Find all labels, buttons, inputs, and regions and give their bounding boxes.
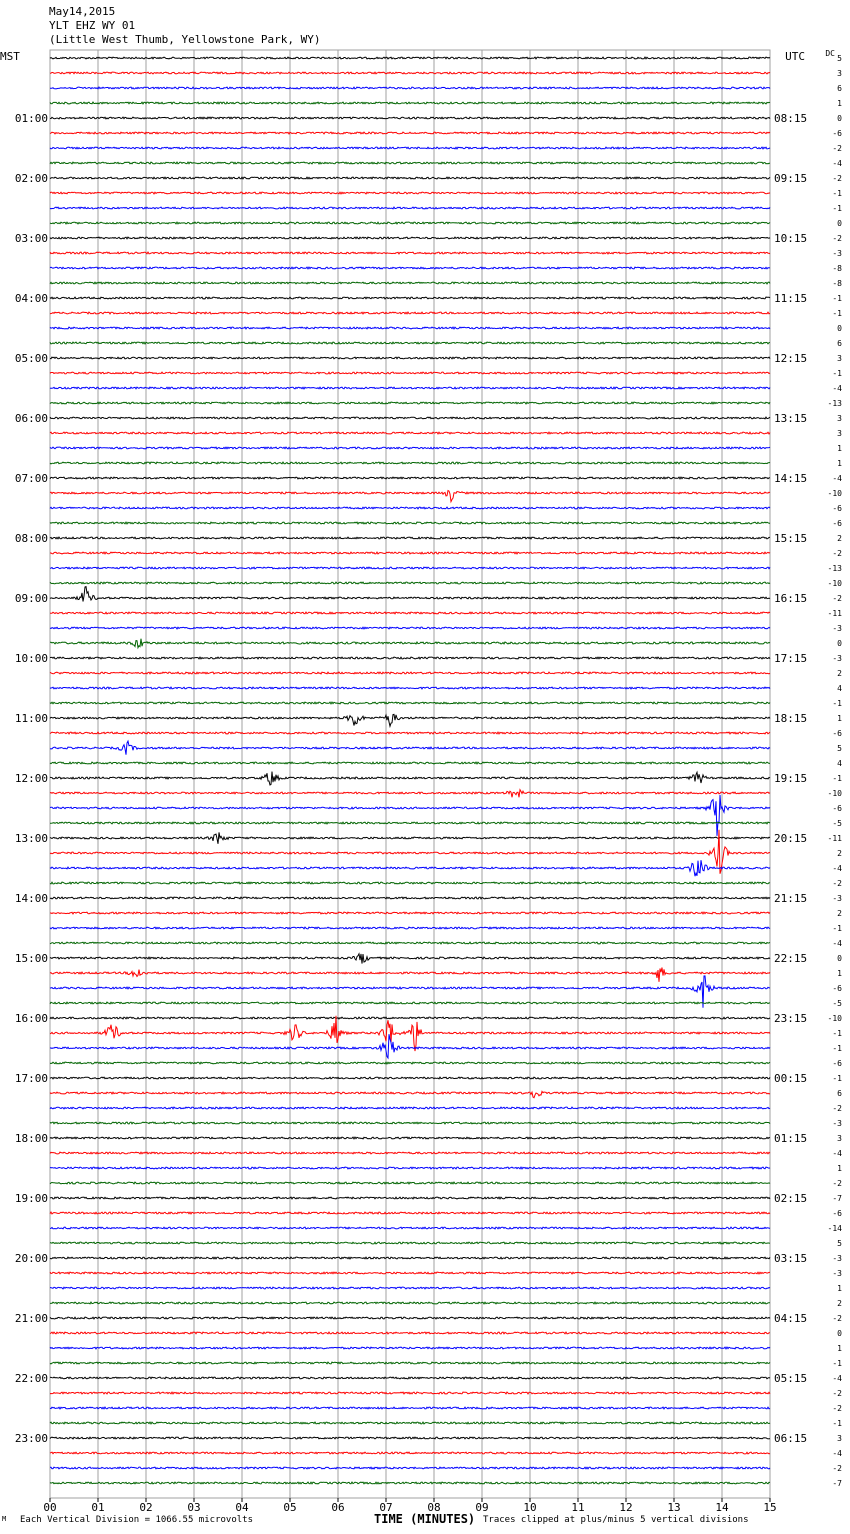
x-tick-label: 04	[235, 1501, 249, 1514]
trace-row	[50, 312, 770, 314]
dc-offset-label: -1	[832, 309, 842, 318]
trace-row	[50, 297, 770, 299]
plot-frame	[50, 50, 770, 1498]
clip-note: Traces clipped at plus/minus 5 vertical divisions	[483, 1515, 749, 1525]
dc-offset-label: -10	[827, 579, 842, 588]
x-tick-label: 03	[187, 1501, 201, 1514]
trace-row	[50, 342, 770, 344]
trace-row	[50, 832, 770, 843]
mst-hour-label: 12:00	[14, 772, 48, 785]
utc-hour-label: 11:15	[774, 292, 808, 305]
trace-row	[50, 587, 770, 602]
dc-offset-label: -4	[832, 939, 842, 948]
x-tick-label: 10	[523, 1501, 537, 1514]
trace-row	[50, 942, 770, 944]
utc-hour-label: 22:15	[774, 952, 808, 965]
x-axis-title: TIME (MINUTES)	[374, 1512, 476, 1526]
mst-hour-label: 11:00	[14, 712, 48, 725]
dc-offset-label: -5	[832, 819, 842, 828]
trace-row	[50, 968, 770, 982]
dc-offset-label: 3	[837, 1134, 842, 1143]
dc-offset-label: -2	[832, 549, 842, 558]
mst-hour-label: 02:00	[14, 172, 48, 185]
dc-offset-label: 3	[837, 354, 842, 363]
trace-row	[50, 1197, 770, 1199]
dc-offset-label: 3	[837, 69, 842, 78]
trace-row	[50, 732, 770, 734]
dc-offset-label: 4	[837, 684, 842, 693]
dc-offset-label: -1	[832, 189, 842, 198]
trace-row	[50, 147, 770, 149]
utc-hour-label: 18:15	[774, 712, 808, 725]
dc-offset-label: -7	[832, 1479, 842, 1488]
mst-hour-label: 13:00	[14, 832, 48, 845]
grid-lines	[50, 50, 770, 1498]
dc-offset-label: -5	[832, 999, 842, 1008]
dc-offset-label: 1	[837, 714, 842, 723]
dc-offset-label: -3	[832, 894, 842, 903]
mst-hour-label: 18:00	[14, 1132, 48, 1145]
dc-offset-label: -1	[832, 369, 842, 378]
trace-row	[50, 1016, 770, 1051]
trace-row	[50, 927, 770, 929]
dc-offset-label: -6	[832, 804, 842, 813]
utc-hour-label: 02:15	[774, 1192, 808, 1205]
trace-row	[50, 912, 770, 914]
dc-offset-label: -1	[832, 1044, 842, 1053]
trace-row	[50, 639, 770, 648]
trace-row	[50, 117, 770, 119]
trace-row	[50, 522, 770, 524]
dc-offset-label: -2	[832, 1104, 842, 1113]
trace-row	[50, 1422, 770, 1424]
mst-hour-label: 04:00	[14, 292, 48, 305]
dc-offset-label: -13	[827, 564, 842, 573]
utc-hour-label: 10:15	[774, 232, 808, 245]
trace-row	[50, 1347, 770, 1349]
utc-hour-label: 14:15	[774, 472, 808, 485]
dc-offset-label: -2	[832, 144, 842, 153]
trace-row	[50, 790, 770, 798]
dc-offset-label: 6	[837, 339, 842, 348]
trace-row	[50, 1212, 770, 1214]
dc-offset-label: -1	[832, 204, 842, 213]
trace-row	[50, 1242, 770, 1244]
utc-axis-label: UTC	[785, 50, 805, 63]
mst-hour-label: 06:00	[14, 412, 48, 425]
x-tick-label: 11	[571, 1501, 585, 1514]
utc-hour-label: 09:15	[774, 172, 808, 185]
mst-hour-label: 05:00	[14, 352, 48, 365]
trace-row	[50, 954, 770, 964]
dc-offset-label: -4	[832, 474, 842, 483]
dc-offset-label: -1	[832, 924, 842, 933]
trace-row	[50, 714, 770, 726]
utc-hour-label: 01:15	[774, 1132, 808, 1145]
dc-offset-label: -7	[832, 1194, 842, 1203]
utc-hour-label: 21:15	[774, 892, 808, 905]
trace-row	[50, 1332, 770, 1334]
trace-row	[50, 282, 770, 284]
dc-offset-label: -6	[832, 984, 842, 993]
dc-offset-label: -2	[832, 879, 842, 888]
trace-row	[50, 627, 770, 629]
dc-offset-label: -3	[832, 1254, 842, 1263]
x-tick-label: 00	[43, 1501, 57, 1514]
trace-row	[50, 477, 770, 479]
trace-row	[50, 1392, 770, 1394]
utc-hour-label: 20:15	[774, 832, 808, 845]
dc-offset-label: 1	[837, 99, 842, 108]
trace-row	[50, 57, 770, 59]
trace-row	[50, 252, 770, 254]
trace-row	[50, 267, 770, 269]
dc-offset-label: -2	[832, 1314, 842, 1323]
utc-hour-label: 04:15	[774, 1312, 808, 1325]
trace-row	[50, 402, 770, 404]
scale-note: Each Vertical Division = 1066.55 microvolts	[20, 1515, 253, 1525]
dc-offset-label: -6	[832, 519, 842, 528]
trace-row	[50, 702, 770, 704]
trace-row	[50, 882, 770, 884]
dc-offset-label: 0	[837, 1329, 842, 1338]
trace-row	[50, 72, 770, 74]
dc-axis-label: DC	[825, 49, 835, 58]
mst-hour-label: 22:00	[14, 1372, 48, 1385]
trace-row	[50, 795, 770, 836]
utc-hour-label: 00:15	[774, 1072, 808, 1085]
x-tick-label: 06	[331, 1501, 345, 1514]
dc-offset-label: -1	[832, 1074, 842, 1083]
dc-offset-label: -14	[827, 1224, 842, 1233]
dc-offset-label: -2	[832, 1464, 842, 1473]
mst-hour-label: 20:00	[14, 1252, 48, 1265]
trace-row	[50, 612, 770, 614]
dc-offset-label: -4	[832, 159, 842, 168]
dc-offset-label: 2	[837, 1299, 842, 1308]
trace-row	[50, 537, 770, 539]
dc-offset-label: 5	[837, 1239, 842, 1248]
utc-hour-label: 16:15	[774, 592, 808, 605]
dc-offset-label: -3	[832, 1119, 842, 1128]
trace-row	[50, 1091, 770, 1097]
mst-hour-label: 03:00	[14, 232, 48, 245]
dc-offset-label: 1	[837, 1344, 842, 1353]
trace-row	[50, 1062, 770, 1064]
trace-row	[50, 822, 770, 824]
dc-offset-label: 1	[837, 969, 842, 978]
trace-row	[50, 1467, 770, 1469]
utc-hour-label: 13:15	[774, 412, 808, 425]
trace-row	[50, 491, 770, 502]
dc-offset-label: -4	[832, 1149, 842, 1158]
trace-row	[50, 1227, 770, 1229]
dc-offset-label: -3	[832, 1269, 842, 1278]
header-date: May14,2015	[49, 5, 116, 18]
dc-offset-label: -2	[832, 1179, 842, 1188]
trace-row	[50, 387, 770, 389]
mst-hour-label: 07:00	[14, 472, 48, 485]
utc-hour-label: 23:15	[774, 1012, 808, 1025]
utc-hour-label: 06:15	[774, 1432, 808, 1445]
x-tick-label: 15	[763, 1501, 777, 1514]
trace-row	[50, 327, 770, 329]
dc-offset-label: 2	[837, 669, 842, 678]
dc-offset-label: -2	[832, 594, 842, 603]
mst-hour-label: 09:00	[14, 592, 48, 605]
dc-offset-label: 5	[837, 744, 842, 753]
dc-offset-label: -10	[827, 1014, 842, 1023]
dc-offset-label: -2	[832, 1404, 842, 1413]
dc-offset-label: -8	[832, 279, 842, 288]
dc-offset-label: 0	[837, 114, 842, 123]
trace-row	[50, 1017, 770, 1019]
dc-offset-label: 3	[837, 414, 842, 423]
dc-offset-label: 1	[837, 1164, 842, 1173]
dc-offset-label: -11	[827, 609, 842, 618]
dc-offset-label: -10	[827, 789, 842, 798]
trace-row	[50, 741, 770, 755]
mst-hour-label: 10:00	[14, 652, 48, 665]
dc-offset-label: 2	[837, 849, 842, 858]
trace-row	[50, 132, 770, 134]
trace-row	[50, 1452, 770, 1454]
dc-offset-label: 3	[837, 429, 842, 438]
dc-offset-label: -1	[832, 1359, 842, 1368]
trace-row	[50, 1362, 770, 1364]
dc-offset-label: -1	[832, 294, 842, 303]
dc-offset-label: 2	[837, 909, 842, 918]
dc-offset-label: 0	[837, 639, 842, 648]
mst-hour-label: 14:00	[14, 892, 48, 905]
trace-row	[50, 162, 770, 164]
dc-offset-label: -4	[832, 384, 842, 393]
dc-offset-label: -6	[832, 129, 842, 138]
dc-offset-label: 3	[837, 1434, 842, 1443]
dc-offset-label: -8	[832, 264, 842, 273]
trace-row	[50, 657, 770, 659]
dc-offset-label: -4	[832, 864, 842, 873]
trace-row	[50, 192, 770, 194]
dc-offset-label: 2	[837, 534, 842, 543]
trace-row	[50, 1272, 770, 1274]
dc-offset-label: 5	[837, 54, 842, 63]
dc-offset-label: -3	[832, 249, 842, 258]
trace-row	[50, 372, 770, 374]
mst-hour-label: 21:00	[14, 1312, 48, 1325]
dc-offset-label: -1	[832, 699, 842, 708]
dc-offset-label: 1	[837, 459, 842, 468]
dc-offset-label: 0	[837, 954, 842, 963]
dc-offset-label: -4	[832, 1374, 842, 1383]
trace-row	[50, 1152, 770, 1154]
dc-offset-label: 1	[837, 1284, 842, 1293]
dc-offset-label: -1	[832, 1029, 842, 1038]
x-tick-label: 09	[475, 1501, 489, 1514]
trace-row	[50, 1034, 770, 1058]
dc-offset-label: -4	[832, 1449, 842, 1458]
trace-row	[50, 687, 770, 689]
mst-hour-label: 15:00	[14, 952, 48, 965]
corner-mark: M	[2, 1515, 7, 1523]
dc-offset-label: -1	[832, 1419, 842, 1428]
trace-row	[50, 567, 770, 569]
trace-row	[50, 582, 770, 584]
utc-hour-label: 05:15	[774, 1372, 808, 1385]
dc-offset-label: 6	[837, 1089, 842, 1098]
trace-row	[50, 897, 770, 899]
dc-offset-label: 4	[837, 759, 842, 768]
trace-row	[50, 1407, 770, 1409]
dc-offset-label: -13	[827, 399, 842, 408]
trace-row	[50, 102, 770, 104]
dc-offset-label: -1	[832, 774, 842, 783]
x-tick-label: 13	[667, 1501, 681, 1514]
dc-offset-label: -6	[832, 504, 842, 513]
trace-row	[50, 1077, 770, 1079]
x-tick-label: 02	[139, 1501, 153, 1514]
trace-row	[50, 1107, 770, 1109]
trace-row	[50, 772, 770, 786]
trace-row	[50, 1137, 770, 1139]
trace-row	[50, 762, 770, 764]
x-tick-label: 01	[91, 1501, 105, 1514]
trace-row	[50, 1122, 770, 1124]
header-station: YLT EHZ WY 01	[49, 19, 136, 32]
trace-row	[50, 672, 770, 674]
utc-hour-label: 12:15	[774, 352, 808, 365]
x-tick-label: 07	[379, 1501, 393, 1514]
dc-offset-label: 1	[837, 444, 842, 453]
trace-row	[50, 1287, 770, 1289]
dc-offset-label: -6	[832, 729, 842, 738]
trace-row	[50, 552, 770, 554]
x-tick-label: 12	[619, 1501, 633, 1514]
trace-row	[50, 830, 770, 874]
dc-offset-label: -3	[832, 654, 842, 663]
dc-offset-label: -3	[832, 624, 842, 633]
dc-offset-label: -2	[832, 1389, 842, 1398]
trace-row	[50, 87, 770, 89]
utc-hour-label: 19:15	[774, 772, 808, 785]
header-location: (Little West Thumb, Yellowstone Park, WY)	[49, 33, 321, 46]
mst-hour-label: 16:00	[14, 1012, 48, 1025]
mst-hour-label: 01:00	[14, 112, 48, 125]
trace-row	[50, 222, 770, 224]
dc-offset-label: 0	[837, 219, 842, 228]
dc-offset-label: -6	[832, 1209, 842, 1218]
mst-hour-label: 17:00	[14, 1072, 48, 1085]
trace-row	[50, 462, 770, 464]
utc-hour-label: 08:15	[774, 112, 808, 125]
trace-row	[50, 1182, 770, 1184]
trace-row	[50, 507, 770, 509]
dc-offset-label: 0	[837, 324, 842, 333]
mst-axis-label: MST	[0, 50, 20, 63]
utc-hour-label: 03:15	[774, 1252, 808, 1265]
trace-row	[50, 1167, 770, 1169]
dc-offset-label: -2	[832, 234, 842, 243]
trace-row	[50, 1377, 770, 1379]
mst-hour-label: 23:00	[14, 1432, 48, 1445]
dc-offset-label: -6	[832, 1059, 842, 1068]
dc-offset-label: -2	[832, 174, 842, 183]
trace-row	[50, 432, 770, 434]
trace-row	[50, 207, 770, 209]
dc-offset-label: -10	[827, 489, 842, 498]
trace-row	[50, 417, 770, 419]
trace-row	[50, 860, 770, 876]
mst-hour-label: 08:00	[14, 532, 48, 545]
trace-row	[50, 1257, 770, 1259]
trace-row	[50, 1437, 770, 1439]
dc-offset-label: 6	[837, 84, 842, 93]
trace-row	[50, 237, 770, 239]
trace-row	[50, 1302, 770, 1304]
trace-row	[50, 177, 770, 179]
utc-hour-label: 17:15	[774, 652, 808, 665]
x-tick-label: 08	[427, 1501, 441, 1514]
trace-rows	[50, 57, 770, 1484]
x-tick-label: 14	[715, 1501, 729, 1514]
trace-row	[50, 357, 770, 359]
dc-offset-label: -11	[827, 834, 842, 843]
trace-row	[50, 1317, 770, 1319]
mst-hour-label: 19:00	[14, 1192, 48, 1205]
x-tick-label: 05	[283, 1501, 297, 1514]
trace-row	[50, 1002, 770, 1004]
utc-hour-label: 15:15	[774, 532, 808, 545]
trace-row	[50, 447, 770, 449]
trace-row	[50, 1482, 770, 1484]
